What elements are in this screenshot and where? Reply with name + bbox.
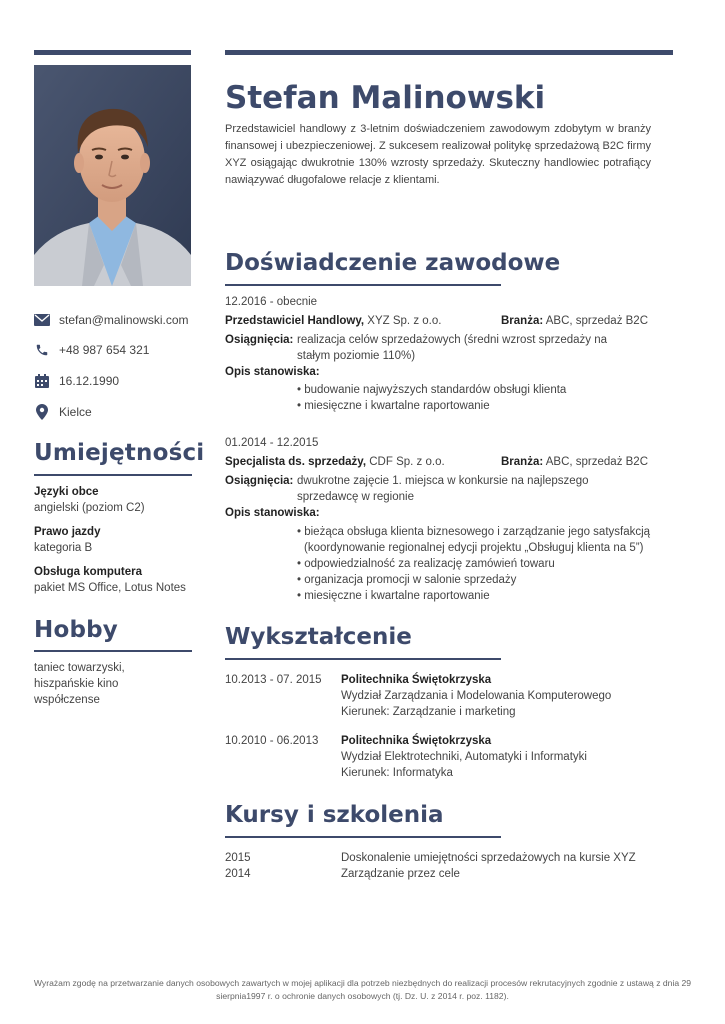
duty-item: • miesięczne i kwartalne raportowanie — [297, 590, 490, 602]
education-period: 10.2013 - 07. 2015 — [225, 674, 322, 686]
job-company: XYZ Sp. z o.o. — [364, 315, 442, 327]
duty-item: (koordynowanie regionalnej edycji projektu „Obsługuj klienta na 5”) — [304, 542, 644, 554]
skill-value: pakiet MS Office, Lotus Notes — [34, 582, 186, 594]
contact-city — [34, 402, 194, 422]
job-title-line — [225, 313, 441, 329]
industry-label: Branża: — [501, 315, 544, 327]
industry-value: ABC, sprzedaż B2C — [543, 456, 649, 468]
birthdate-text: 16.12.1990 — [59, 374, 120, 388]
skill-value: kategoria B — [34, 542, 93, 554]
email-text: stefan@malinowski.com — [59, 313, 189, 327]
job-period: 01.2014 - 12.2015 — [225, 437, 319, 449]
map-pin-icon — [34, 404, 50, 420]
gdpr-consent-footer: Wyrażam zgodę na przetwarzanie danych osobowych zawartych w mojej aplikacji dla potrzeb niezbędnych do realizacji procesów rekrutacyjnych zgodnie z ustawą z dnia 29 sierpnia1997 r. o ochronie danych osobowych (tj. Dz. U. z 2014 r. poz. 1182). — [33, 978, 692, 1001]
job-position: Przedstawiciel Handlowy, — [225, 315, 365, 327]
job-company: CDF Sp. z o.o. — [366, 456, 445, 468]
industry-value: ABC, sprzedaż B2C — [543, 315, 649, 327]
education-divider — [225, 658, 501, 660]
hobby-text: taniec towarzyski, hiszpańskie kino współczense — [34, 662, 125, 706]
education-heading: Wykształcenie — [225, 624, 412, 650]
skills-list — [34, 484, 194, 596]
achievements-text: realizacja celów sprzedażowych (średni wzrost sprzedaży na stałym poziomie 110%) — [297, 334, 607, 362]
contact-email[interactable] — [34, 310, 194, 330]
experience-divider — [225, 284, 501, 286]
education-major: Kierunek: Informatyka — [341, 767, 453, 779]
duty-item: • budowanie najwyższych standardów obsługi klienta — [297, 384, 567, 396]
page-title: Stefan Malinowski — [225, 80, 546, 116]
education-school: Politechnika Świętokrzyska — [341, 674, 492, 686]
job-period: 12.2016 - obecnie — [225, 296, 318, 308]
job-position: Specjalista ds. sprzedaży, — [225, 456, 367, 468]
hobby-divider — [34, 650, 192, 652]
calendar-icon — [34, 373, 50, 389]
skill-title: Prawo jazdy — [34, 526, 101, 538]
duty-item: • odpowiedzialność za realizację zamówień towaru — [297, 558, 555, 570]
contact-phone[interactable] — [34, 340, 194, 360]
achievements-label: Osiągnięcia: — [225, 475, 294, 487]
course-name: Zarządzanie przez cele — [341, 868, 460, 880]
left-top-bar — [34, 50, 191, 55]
education-period: 10.2010 - 06.2013 — [225, 735, 319, 747]
course-year: 2014 — [225, 868, 251, 880]
hobby-heading: Hobby — [34, 617, 118, 643]
education-faculty: Wydział Elektrotechniki, Automatyki i Informatyki — [341, 751, 587, 763]
course-year: 2015 — [225, 852, 251, 864]
achievements-label: Osiągnięcia: — [225, 334, 294, 346]
job-industry-line — [501, 313, 648, 329]
contact-birthdate — [34, 371, 194, 391]
education-major: Kierunek: Zarządzanie i marketing — [341, 706, 516, 718]
envelope-icon — [34, 312, 50, 328]
duties-label: Opis stanowiska: — [225, 366, 320, 378]
education-faculty: Wydział Zarządzania i Modelowania Komputerowego — [341, 690, 612, 702]
duties-label: Opis stanowiska: — [225, 507, 320, 519]
right-top-bar — [225, 50, 673, 55]
profile-photo — [34, 65, 191, 286]
courses-heading: Kursy i szkolenia — [225, 802, 444, 828]
city-text: Kielce — [59, 405, 92, 419]
job-industry-line — [501, 454, 648, 470]
skills-heading: Umiejętności — [34, 440, 205, 466]
summary-text: Przedstawiciel handlowy z 3-letnim doświadczeniem zawodowym zdobytym w branży finansowej i ubezpieczeniowej. Z sukcesem realizował politykę sprzedażową B2C firmy XYZ osiągając dwukrotnie 130% wzrosty sprzedaży. Skuteczny handlowiec potrafiący nawiązywać długofalowe relacje z klientami. — [225, 123, 651, 186]
duty-item: • miesięczne i kwartalne raportowanie — [297, 400, 490, 412]
experience-heading: Doświadczenie zawodowe — [225, 250, 561, 276]
skill-value: angielski (poziom C2) — [34, 502, 145, 514]
skills-divider — [34, 474, 192, 476]
phone-text: +48 987 654 321 — [59, 343, 150, 357]
course-name: Doskonalenie umiejętności sprzedażowych na kursie XYZ — [341, 852, 636, 864]
industry-label: Branża: — [501, 456, 544, 468]
education-school: Politechnika Świętokrzyska — [341, 735, 492, 747]
duty-item: • organizacja promocji w salonie sprzedaży — [297, 574, 517, 586]
skill-title: Obsługa komputera — [34, 566, 142, 578]
achievements-text: dwukrotne zajęcie 1. miejsca w konkursie na najlepszego sprzedawcę w regionie — [297, 475, 589, 503]
job-title-line — [225, 454, 445, 470]
phone-icon — [34, 342, 50, 358]
duty-item: • bieżąca obsługa klienta biznesowego i zarządzanie jego satysfakcją — [297, 526, 651, 538]
skill-title: Języki obce — [34, 486, 99, 498]
courses-divider — [225, 836, 501, 838]
